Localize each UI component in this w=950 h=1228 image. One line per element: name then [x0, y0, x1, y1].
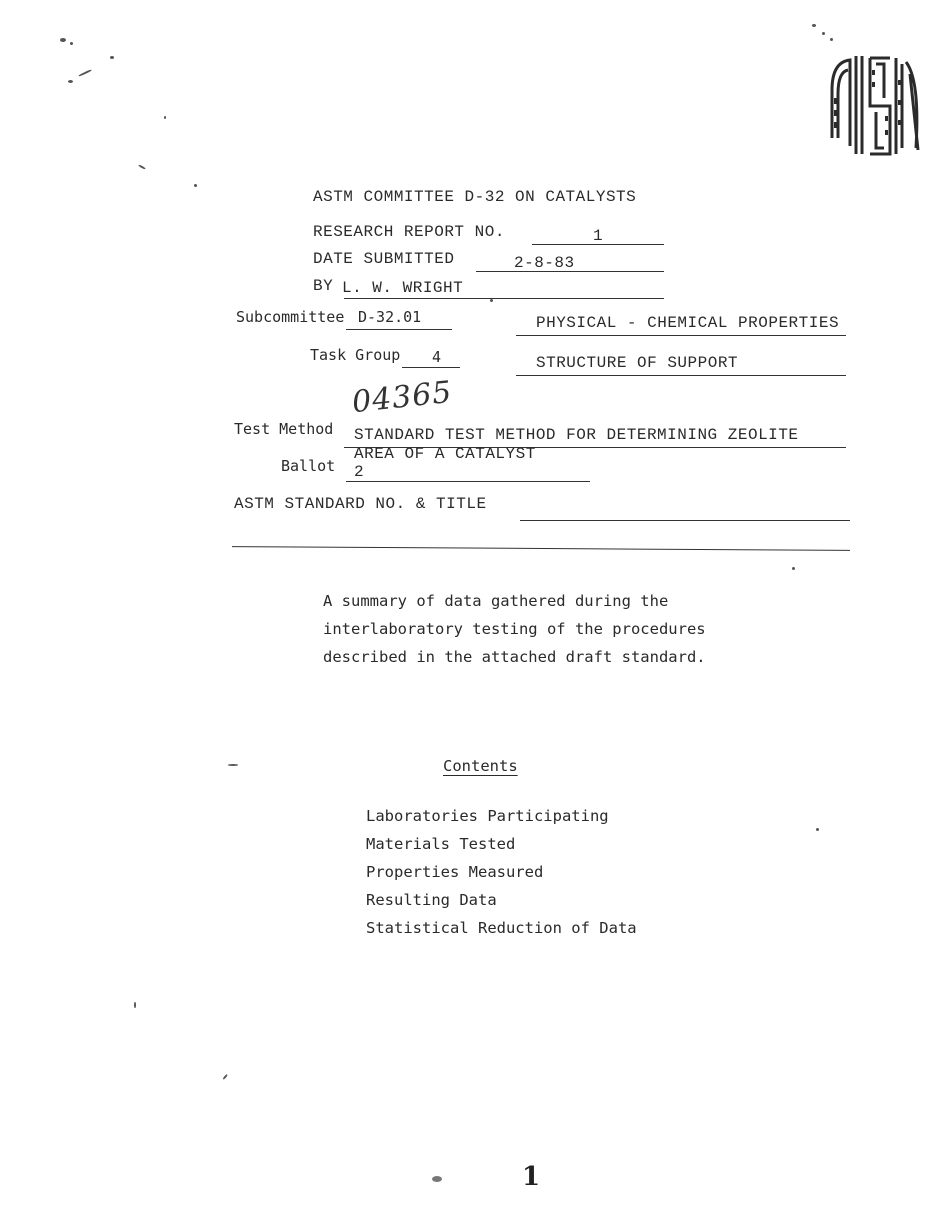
summary-paragraph	[323, 587, 706, 671]
report-number-value: 1	[592, 227, 604, 245]
date-submitted-value: 2-8-83	[514, 254, 575, 272]
task-group-number-field	[402, 346, 460, 368]
report-number-label: RESEARCH REPORT NO.	[313, 223, 505, 241]
subcommittee-title: PHYSICAL - CHEMICAL PROPERTIES	[536, 314, 840, 332]
date-submitted-field	[476, 250, 664, 272]
task-group-label: Task Group	[310, 346, 401, 364]
committee-title: ASTM COMMITTEE D-32 ON CATALYSTS	[313, 188, 637, 206]
subcommittee-label: Subcommittee	[236, 308, 345, 326]
summary-line: interlaboratory testing of the procedures	[323, 620, 706, 638]
contents-item: Properties Measured	[366, 863, 544, 881]
summary-line: described in the attached draft standard.	[323, 648, 706, 666]
handwritten-document-number: 04365	[350, 374, 454, 421]
by-label: BY	[313, 277, 334, 295]
header-divider	[232, 546, 850, 551]
report-number-field	[532, 223, 664, 245]
page-number: 1	[522, 1162, 541, 1192]
ballot-value: 2	[354, 463, 365, 481]
subcommittee-number: D-32.01	[358, 308, 422, 326]
astm-logo-graphic	[826, 50, 922, 162]
contents-item: Materials Tested	[366, 835, 516, 853]
test-method-line2: AREA OF A CATALYST	[354, 445, 536, 463]
task-group-title-field	[516, 354, 846, 376]
astm-logo	[826, 50, 922, 162]
contents-item: Laboratories Participating	[366, 807, 609, 825]
test-method-label: Test Method	[234, 420, 334, 438]
date-submitted-label: DATE SUBMITTED	[313, 250, 455, 268]
contents-item: Statistical Reduction of Data	[366, 919, 637, 937]
ballot-field	[346, 462, 590, 482]
ballot-label: Ballot	[281, 457, 336, 475]
contents-item: Resulting Data	[366, 891, 497, 909]
contents-heading: Contents	[443, 757, 518, 775]
contents-list	[366, 802, 637, 942]
subcommittee-title-field	[516, 314, 846, 336]
by-value: L. W. WRIGHT	[342, 279, 464, 297]
summary-line: A summary of data gathered during the	[323, 592, 669, 610]
subcommittee-number-field	[346, 308, 452, 330]
test-method-line1: STANDARD TEST METHOD FOR DETERMINING ZEOLITE	[354, 426, 799, 444]
task-group-number: 4	[432, 348, 442, 366]
astm-standard-label: ASTM STANDARD NO. & TITLE	[234, 495, 487, 513]
task-group-title: STRUCTURE OF SUPPORT	[536, 354, 739, 372]
by-field	[344, 277, 664, 299]
astm-standard-field	[520, 499, 850, 521]
